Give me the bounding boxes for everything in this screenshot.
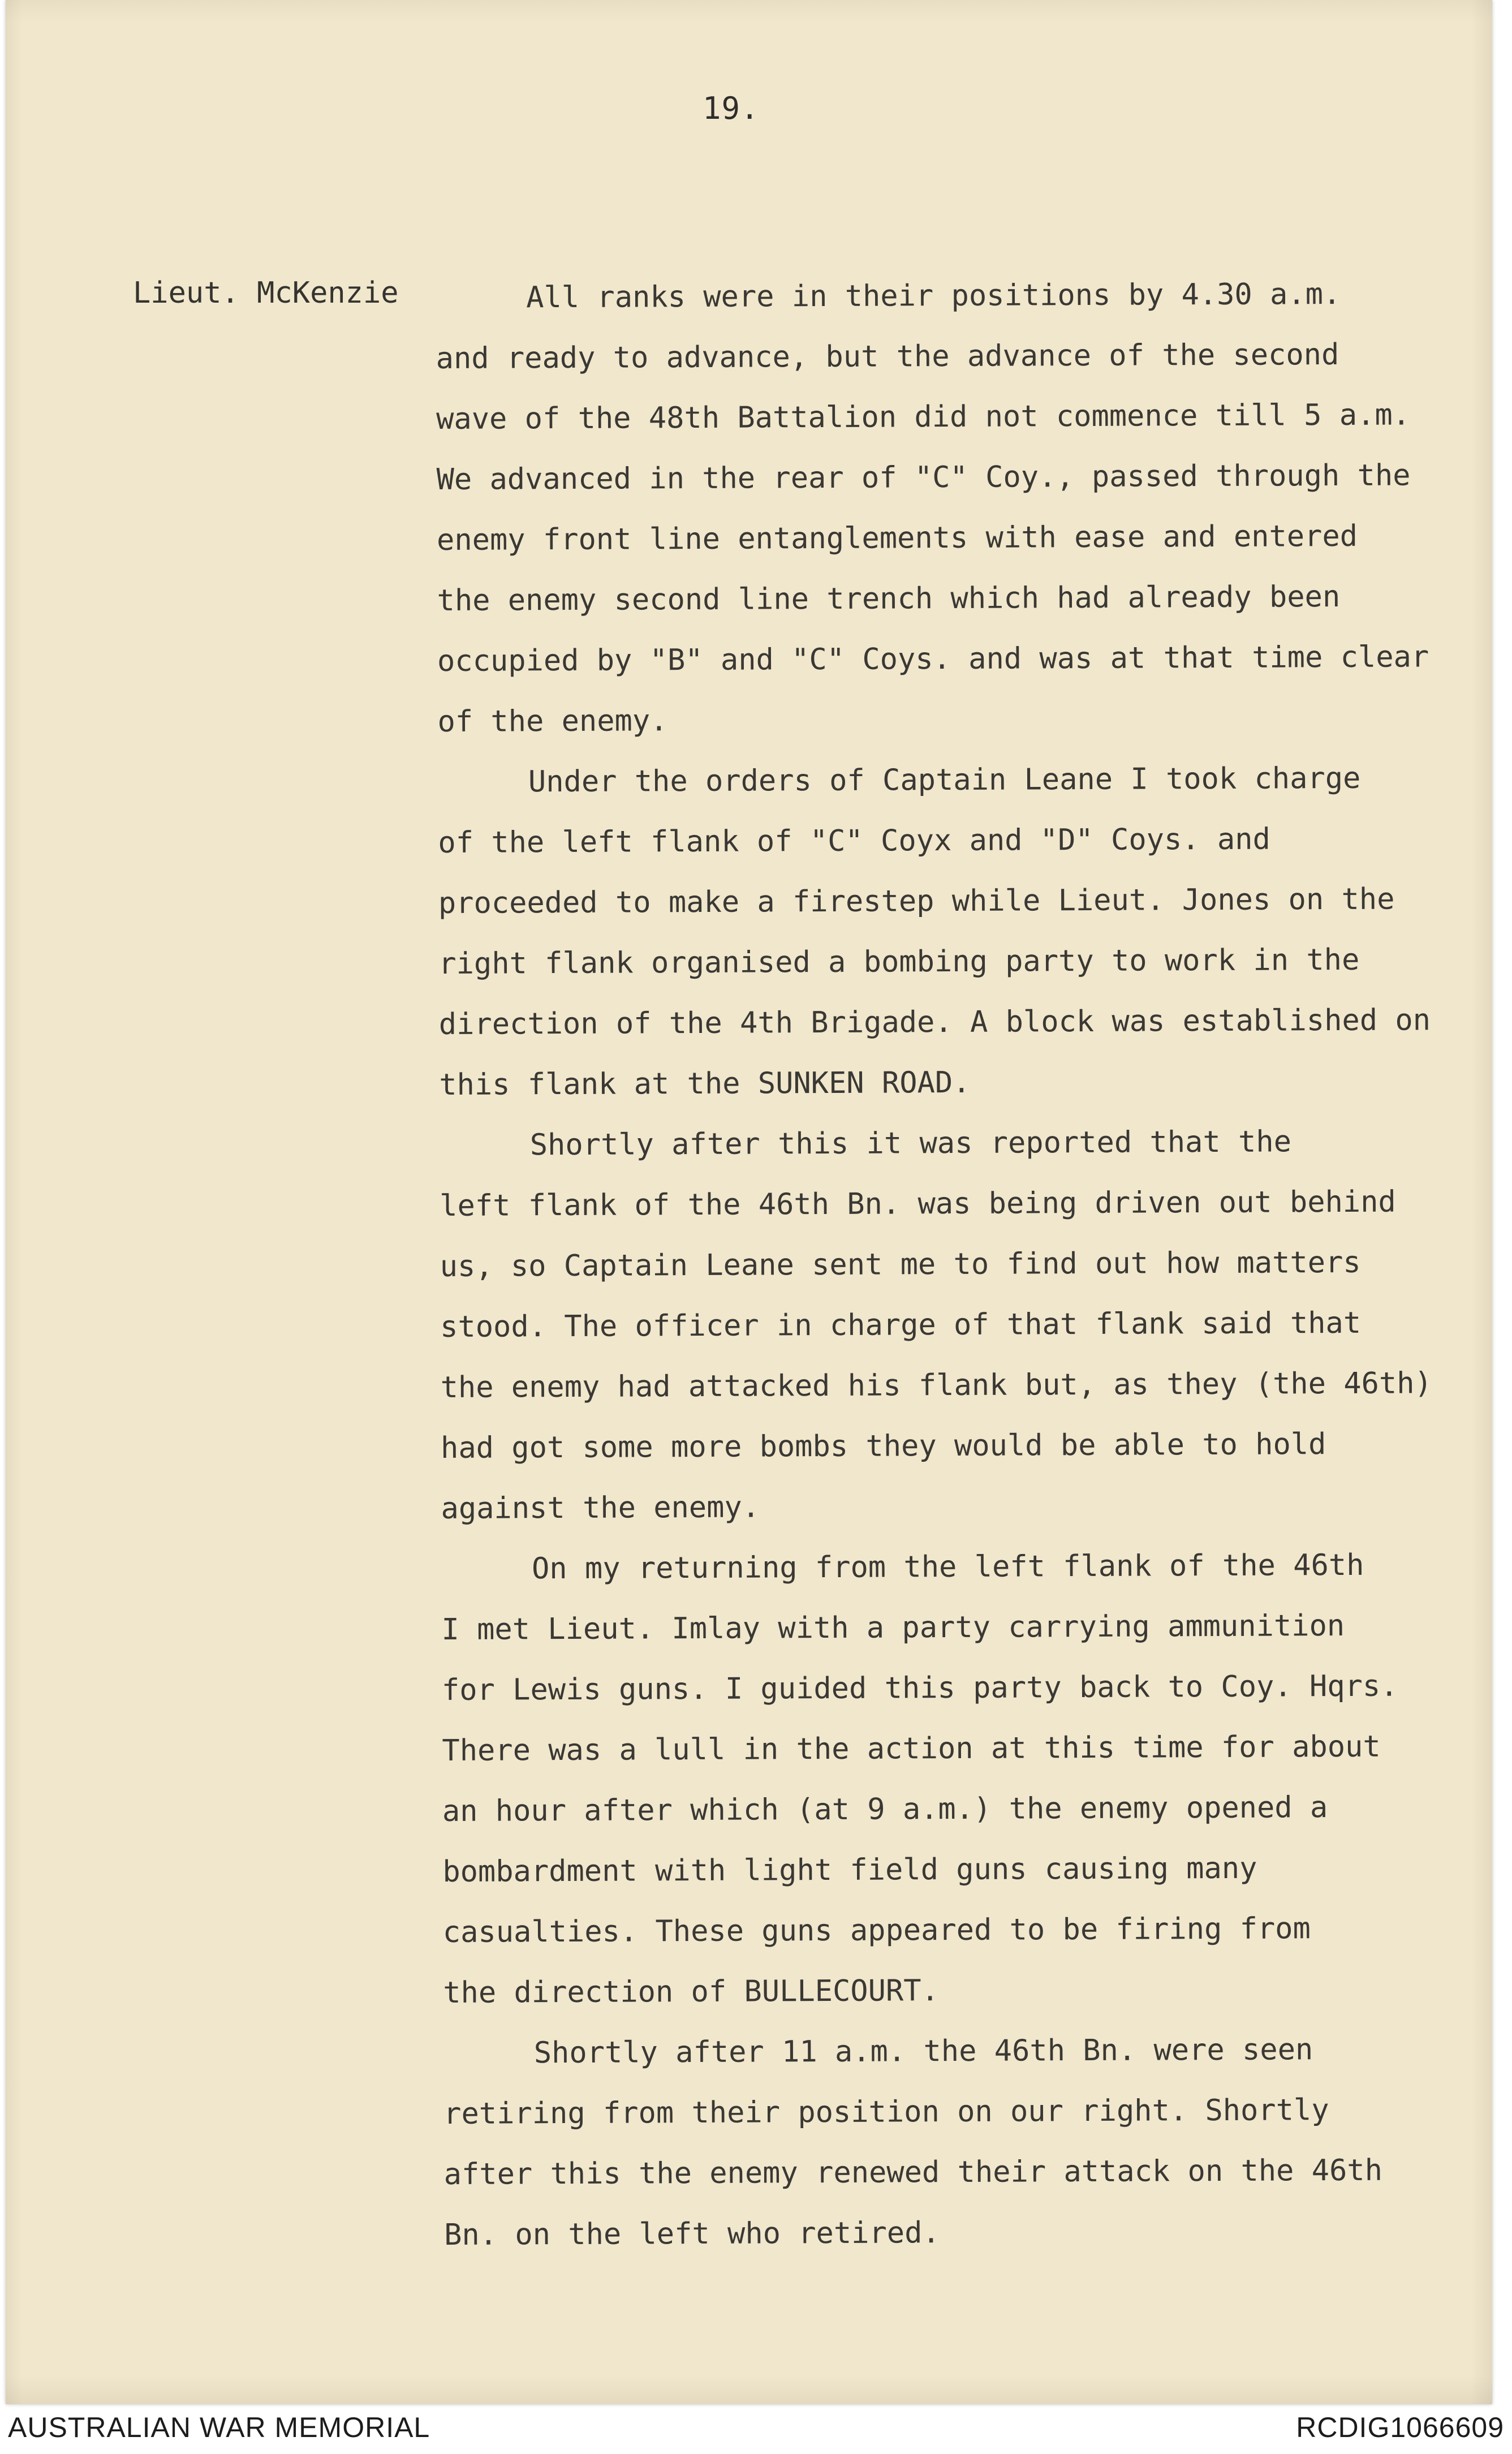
text-line: retiring from their position on our right. Shortly xyxy=(443,2093,1329,2131)
text-line: an hour after which (at 9 a.m.) the enemy opened a xyxy=(442,1790,1328,1828)
text-line: Under the orders of Captain Leane I took charge xyxy=(528,761,1361,799)
text-line: stood. The officer in charge of that flank said that xyxy=(440,1306,1362,1344)
paragraph-1 xyxy=(436,264,1490,752)
text-line: the enemy had attacked his flank but, as they (the 46th) xyxy=(440,1366,1432,1405)
text-line: Bn. on the left who retired. xyxy=(444,2216,940,2252)
page-number: 19. xyxy=(703,91,760,126)
text-line: and ready to advance, but the advance of the second xyxy=(436,338,1339,376)
text-line: wave of the 48th Battalion did not commence till 5 a.m. xyxy=(436,398,1411,436)
footer-id: RCDIG1066609 xyxy=(1296,2412,1504,2443)
text-line: direction of the 4th Brigade. A block was established on xyxy=(438,1003,1431,1041)
paragraph-3 xyxy=(440,1111,1493,1539)
text-line: the direction of BULLECOURT. xyxy=(443,1974,940,2010)
text-line: against the enemy. xyxy=(441,1490,760,1526)
paragraph-4 xyxy=(441,1535,1496,2024)
text-line: We advanced in the rear of "C" Coy., passed through the xyxy=(436,458,1411,497)
text-line: left flank of the 46th Bn. was being driven out behind xyxy=(440,1185,1396,1223)
text-line: There was a lull in the action at this time for about xyxy=(442,1729,1381,1768)
margin-name: Lieut. McKenzie xyxy=(133,276,399,310)
document-page xyxy=(6,0,1492,2404)
body-text xyxy=(436,264,1496,2266)
text-line: enemy front line entanglements with ease and entered xyxy=(436,519,1358,557)
text-line: for Lewis guns. I guided this party back to Coy. Hqrs. xyxy=(441,1669,1398,1707)
paragraph-2 xyxy=(438,748,1492,1116)
text-line: this flank at the SUNKEN ROAD. xyxy=(439,1065,971,1102)
text-line: us, so Captain Leane sent me to find out how matters xyxy=(440,1245,1361,1284)
text-line: bombardment with light field guns causing many xyxy=(442,1851,1257,1889)
text-line: Shortly after this it was reported that the xyxy=(529,1125,1292,1163)
text-line: casualties. These guns appeared to be firing from xyxy=(442,1911,1311,1949)
footer-source: AUSTRALIAN WAR MEMORIAL xyxy=(8,2412,430,2443)
text-line: the enemy second line trench which had already been xyxy=(437,580,1341,618)
text-line: Shortly after 11 a.m. the 46th Bn. were seen xyxy=(533,2033,1313,2070)
text-line: had got some more bombs they would be able to hold xyxy=(440,1427,1326,1465)
text-line: after this the enemy renewed their attack on the 46th xyxy=(443,2153,1383,2192)
text-line: I met Lieut. Imlay with a party carrying ammunition xyxy=(441,1609,1345,1647)
text-line: of the left flank of "C" Coyx and "D" Coys. and xyxy=(438,822,1270,860)
text-line: of the enemy. xyxy=(437,704,668,739)
text-line: On my returning from the left flank of the 46th xyxy=(531,1548,1364,1586)
text-line: right flank organised a bombing party to work in the xyxy=(438,942,1360,981)
text-line: All ranks were in their positions by 4.30 a.m. xyxy=(526,277,1341,315)
text-line: occupied by "B" and "C" Coys. and was at that time clear xyxy=(437,640,1429,678)
text-line: proceeded to make a firestep while Lieut. Jones on the xyxy=(438,882,1395,920)
paragraph-5 xyxy=(443,2019,1497,2266)
